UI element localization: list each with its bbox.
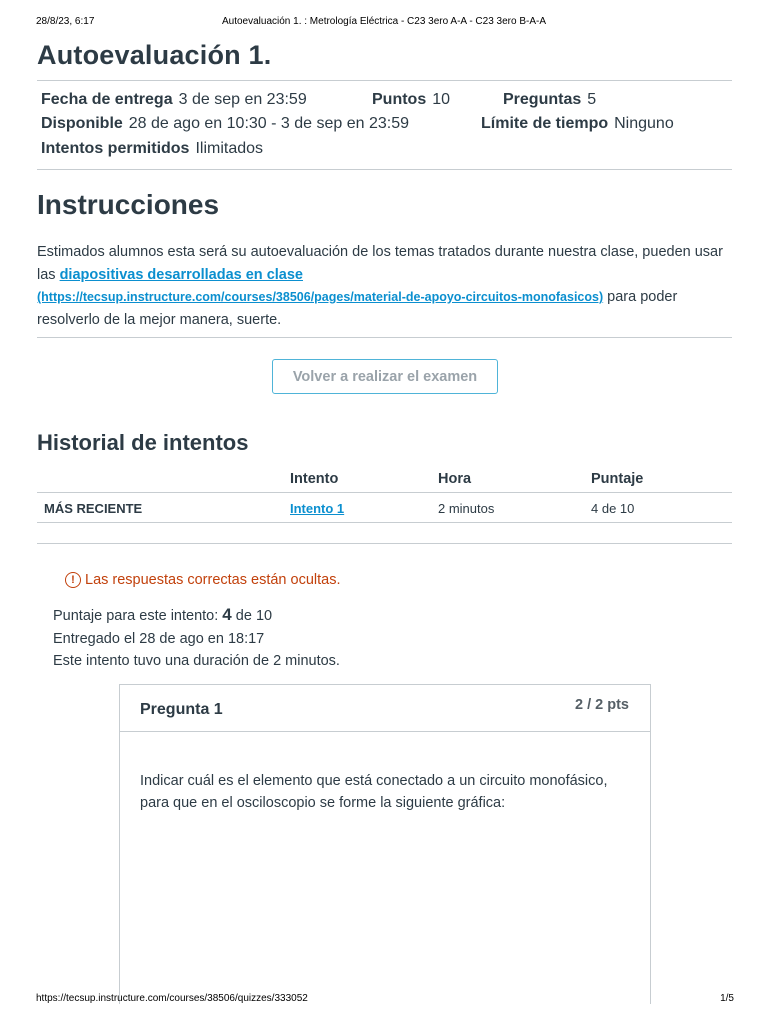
slides-url-link[interactable]: (https://tecsup.instructure.com/courses/38506/pages/material-de-apoyo-circuitos-monofasicos) [37,290,604,304]
due-value: 3 de sep en 23:59 [178,91,307,108]
score-value: 4 [222,605,232,624]
time-limit-value: Ninguno [614,115,674,132]
divider-details [37,169,732,170]
print-footer [0,993,768,1007]
retake-quiz-button[interactable]: Volver a realizar el examen [272,359,498,394]
instructions-text-2: para poder resolverlo de la mejor manera, suerte. [37,289,678,328]
time-limit [481,115,674,133]
quiz-title: Autoevaluación 1. [37,40,272,70]
attempts-value: Ilimitados [195,140,264,157]
history-heading: Historial de intentos [37,430,249,455]
question-header [120,685,650,732]
available-value: 28 de ago en 10:30 - 3 de sep en 23:59 [128,115,410,132]
table-divider-header [37,492,732,493]
col-score: Puntaje [591,471,644,487]
print-page-number: 1/5 [720,993,734,1004]
attempts-label: Intentos permitidos [41,140,190,157]
table-divider-row [37,522,732,523]
question-text: Indicar cuál es el elemento que está conectado a un circuito monofásico, para que en el osciloscopio se forme la siguiente gráfica: [140,773,608,811]
time-limit-label: Límite de tiempo [481,115,609,132]
available-label: Disponible [41,115,123,132]
question-points: 2 / 2 pts [575,697,629,713]
print-url: https://tecsup.instructure.com/courses/38506/quizzes/333052 [36,993,308,1004]
attempt-1-link[interactable]: Intento 1 [290,501,345,516]
warning-text: Las respuestas correctas están ocultas. [85,572,341,588]
print-header [0,16,768,30]
submitted-date: Entregado el 28 de ago en 18:17 [53,631,265,647]
instructions-heading: Instrucciones [37,189,220,220]
question-card [119,684,651,1004]
questions-count [503,91,596,109]
row-label-recent: MÁS RECIENTE [44,501,143,516]
instructions-text-1: Estimados alumnos esta será su autoevaluación de los temas tratados durante nuestra clase, pueden usar las [37,244,723,283]
slides-link[interactable]: diapositivas desarrolladas en clase [59,266,303,283]
score-prefix: Puntaje para este intento: [53,608,223,624]
warning-icon: ! [65,572,81,588]
questions-value: 5 [587,91,597,108]
attempt-score [53,605,272,625]
due-label: Fecha de entrega [41,91,173,108]
allowed-attempts [41,140,263,158]
row-score: 4 de 10 [591,501,635,516]
col-attempt: Intento [290,471,339,487]
attempt-duration: Este intento tuvo una duración de 2 minutos. [53,653,340,669]
instructions-body [37,241,727,331]
answers-hidden-warning [65,572,341,588]
divider-top [37,80,732,81]
points-label: Puntos [372,91,427,108]
print-title: Autoevaluación 1. : Metrología Eléctrica - C23 3ero A-A - C23 3ero B-A-A [221,16,547,27]
points-value: 10 [432,91,451,108]
score-suffix: de 10 [231,608,273,624]
row-time: 2 minutos [438,501,495,516]
divider-instructions [37,337,732,338]
due-date [41,91,307,109]
question-title: Pregunta 1 [140,701,223,718]
availability [41,115,409,133]
questions-label: Preguntas [503,91,582,108]
print-date: 28/8/23, 6:17 [36,16,95,27]
divider-attempt [37,543,732,544]
col-time: Hora [438,471,472,487]
points [372,91,450,109]
